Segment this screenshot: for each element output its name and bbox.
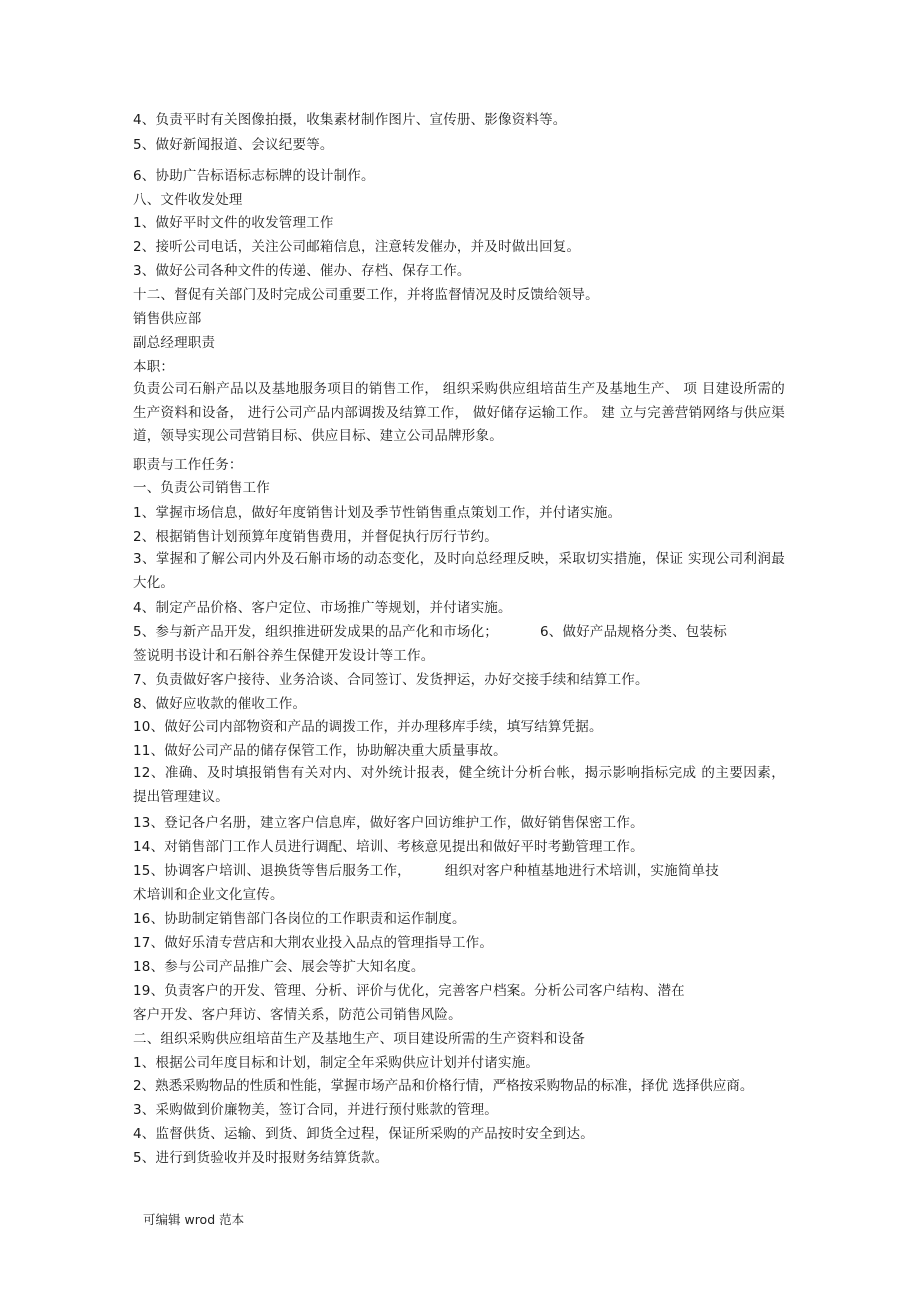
list-item: 8、做好应收款的催收工作。	[133, 696, 307, 712]
text-line: 5、做好新闻报道、会议纪要等。	[133, 137, 334, 153]
list-item-part: 组织对客户种植基地进行术培训，实施简单技	[444, 863, 719, 879]
list-item: 术培训和企业文化宣传。	[133, 887, 284, 903]
paragraph: 负责公司石斛产品以及基地服务项目的销售工作， 组织采购供应组培苗生产及基地生产、 项 目建设所需的生产资料和设备， 进行公司产品内部调拨及结算工作， 做好储存运输工作。 建 立与完善营销网络与供应渠道，领导实现公司营销目标、供应目标、建立公司品牌形象。	[133, 381, 785, 444]
list-item: 19、负责客户的开发、管理、分析、评价与优化，完善客户档案。分析公司客户结构、潜在	[133, 983, 685, 999]
position-title: 副总经理职责	[133, 335, 216, 351]
list-item: 14、对销售部门工作人员进行调配、培训、考核意见提出和做好平时考勤管理工作。	[133, 839, 644, 855]
list-item-part: 15、协调客户培训、退换货等售后服务工作，	[133, 863, 411, 879]
list-item: 签说明书设计和石斛谷养生保健开发设计等工作。	[133, 648, 435, 664]
list-item: 1、掌握市场信息，做好年度销售计划及季节性销售重点策划工作，并付诸实施。	[133, 505, 622, 521]
list-item: 7、负责做好客户接待、业务洽谈、合同签订、发货押运，办好交接手续和结算工作。	[133, 672, 649, 688]
list-item-part: 5、参与新产品开发，组织推进研发成果的品产化和市场化；	[133, 624, 498, 640]
text-line: 十二、督促有关部门及时完成公司重要工作，并将监督情况及时反馈给领导。	[133, 287, 599, 303]
list-item: 18、参与公司产品推广会、展会等扩大知名度。	[133, 959, 425, 975]
list-item-part: 6、做好产品规格分类、包装标	[540, 624, 727, 640]
section-heading: 一、负责公司销售工作	[133, 480, 270, 496]
section-heading: 职责与工作任务：	[133, 457, 243, 473]
list-item: 1、根据公司年度目标和计划，制定全年采购供应计划并付诸实施。	[133, 1055, 540, 1071]
text-line: 6、协助广告标语标志标牌的设计制作。	[133, 168, 375, 184]
text-line: 1、做好平时文件的收发管理工作	[133, 215, 334, 231]
list-item: 10、做好公司内部物资和产品的调拨工作，并办理移库手续，填写结算凭据。	[133, 719, 603, 735]
section-heading: 二、组织采购供应组培苗生产及基地生产、项目建设所需的生产资料和设备	[133, 1031, 586, 1047]
text-line: 2、接听公司电话，关注公司邮箱信息，注意转发催办，并及时做出回复。	[133, 239, 581, 255]
list-item: 17、做好乐清专营店和大荆农业投入品点的管理指导工作。	[133, 935, 494, 951]
page-footer: 可编辑 wrod 范本	[143, 1212, 245, 1227]
list-item: 16、协助制定销售部门各岗位的工作职责和运作制度。	[133, 911, 466, 927]
text-line: 本职：	[133, 359, 175, 375]
list-item	[133, 623, 785, 641]
list-item: 12、准确、及时填报销售有关对内、对外统计报表，健全统计分析台帐，揭示影响指标完成 的主要因素，提出管理建议。	[133, 765, 785, 805]
list-item: 2、熟悉采购物品的性质和性能，掌握市场产品和价格行情，严格按采购物品的标准，择优 选择供应商。	[133, 1078, 754, 1094]
list-item: 2、根据销售计划预算年度销售费用，并督促执行厉行节约。	[133, 529, 498, 545]
department-title: 销售供应部	[133, 311, 202, 327]
list-item: 13、登记各户名册，建立客户信息库，做好客户回访维护工作，做好销售保密工作。	[133, 815, 644, 831]
text-line: 4、负责平时有关图像拍摄，收集素材制作图片、宣传册、影像资料等。	[133, 112, 567, 128]
list-item: 3、掌握和了解公司内外及石斛市场的动态变化，及时向总经理反映，采取切实措施，保证 实现公司利润最大化。	[133, 551, 785, 591]
list-item: 11、做好公司产品的储存保管工作，协助解决重大质量事故。	[133, 743, 507, 759]
list-item: 3、采购做到价廉物美，签订合同，并进行预付账款的管理。	[133, 1102, 498, 1118]
text-line: 3、做好公司各种文件的传递、催办、存档、保存工作。	[133, 263, 471, 279]
list-item: 4、监督供货、运输、到货、卸货全过程，保证所采购的产品按时安全到达。	[133, 1126, 594, 1142]
list-item: 4、制定产品价格、客户定位、市场推广等规划，并付诸实施。	[133, 600, 512, 616]
list-item: 5、进行到货验收并及时报财务结算货款。	[133, 1150, 389, 1166]
list-item	[133, 862, 785, 880]
list-item: 客户开发、客户拜访、客情关系，防范公司销售风险。	[133, 1007, 462, 1023]
section-heading: 八、文件收发处理	[133, 192, 243, 208]
